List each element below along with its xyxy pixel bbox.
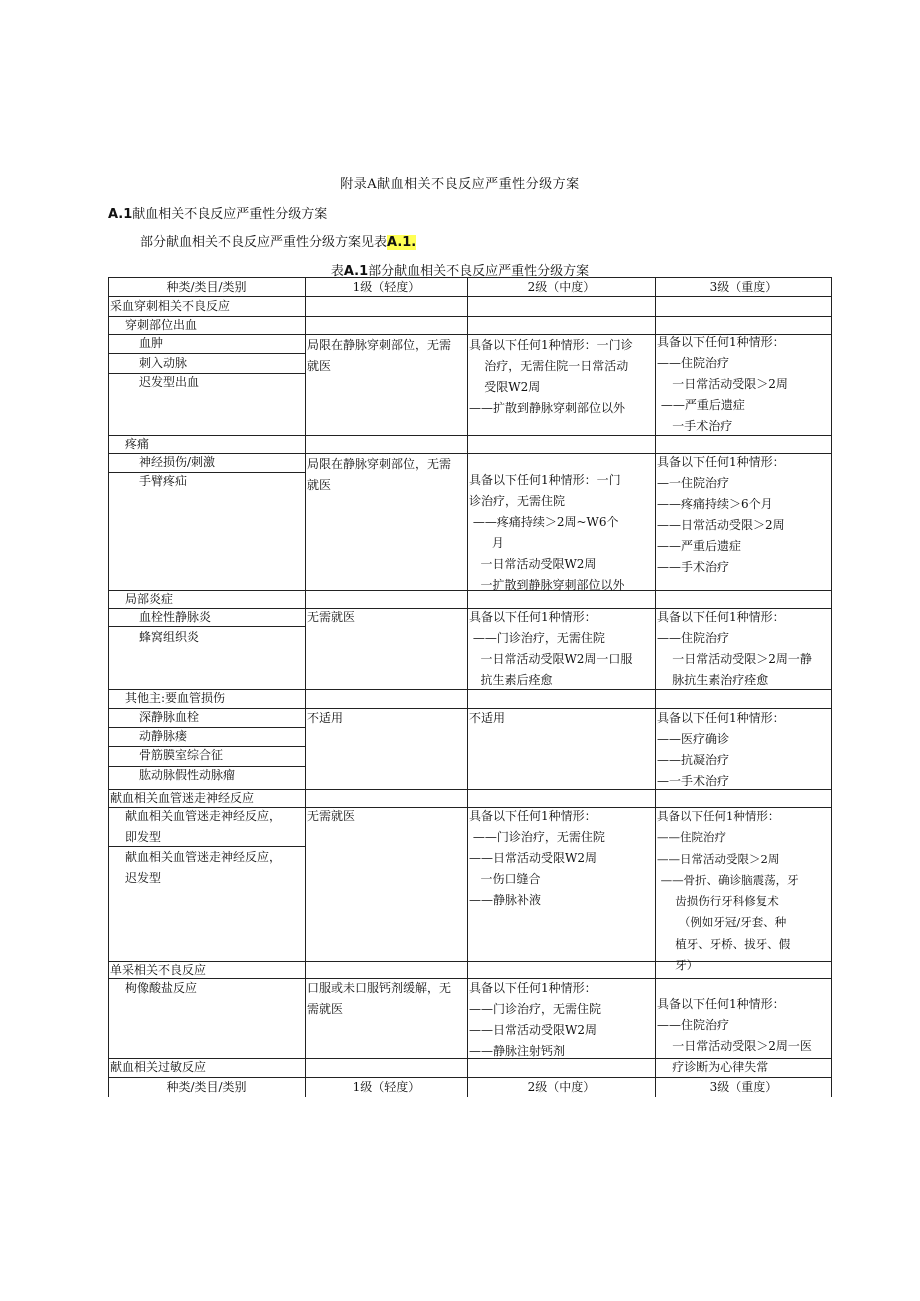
category-row-vasovagal: 献血相关血管迷走神经反应	[110, 791, 255, 805]
category-row-apheresis: 单采相关不良反应	[110, 963, 207, 977]
citrate-grade-1: 口服或未口服钙剂缓解，无 需就医	[307, 981, 452, 1016]
item-delayed-bleeding: 迟发型出血	[139, 375, 200, 389]
header-grade-1: 1级（轻度）	[352, 280, 421, 294]
item-arm-pain: 手臂疼疝	[139, 474, 188, 488]
repeat-header-grade-2: 2级（中度）	[527, 1080, 596, 1094]
vasovagal-grade-3: 具备以下任何1种情形： ——住院治疗 ——日常活动受限＞2周 ——骨折、确诊脑震荡，牙 齿损伤行牙科修复术 （例如牙冠/牙套、种 植牙、牙桥、拔牙、假 牙）	[657, 809, 799, 973]
repeat-header-grade-1: 1级（轻度）	[352, 1080, 421, 1094]
intro-text: 部分献血相关不良反应严重性分级方案见表	[140, 235, 388, 250]
item-cellulitis: 蜂窝组织炎	[139, 630, 200, 644]
item-compartment-syndrome: 骨筋膜室综合征	[139, 748, 224, 762]
header-grade-2: 2级（中度）	[527, 280, 596, 294]
inflammation-grade-1: 无需就医	[307, 610, 356, 624]
subcategory-puncture-bleeding: 穿刺部位出血	[125, 318, 198, 332]
vessel-grade-2: 不适用	[469, 711, 506, 725]
vasovagal-grade-1: 无需就医	[307, 809, 356, 823]
item-av-fistula: 动静脉瘘	[139, 729, 188, 743]
header-category: 种类/类目/类别	[166, 280, 247, 294]
item-arterial-puncture: 刺入动脉	[139, 356, 188, 370]
item-nerve-injury: 神经损伤/刺激	[139, 455, 216, 469]
inflammation-grade-2: 具备以下任何1种情形： ——门诊治疗，无需住院 一日常活动受限W2周一口服 抗生素后痊愈	[469, 610, 633, 687]
caption-text: 部分献血相关不良反应严重性分级方案	[368, 264, 590, 279]
item-citrate-reaction: 枸像酸盐反应	[125, 981, 198, 995]
severity-table	[108, 277, 832, 1097]
item-thrombophlebitis: 血栓性静脉炎	[139, 610, 212, 624]
vessel-grade-3: 具备以下任何1种情形： ——医疗确诊 ——抗凝治疗 —一手术治疗	[657, 711, 785, 788]
inflammation-grade-3: 具备以下任何1种情形： ——住院治疗 一日常活动受限＞2周一静 脉抗生素治疗痊愈	[657, 610, 812, 687]
category-row-venipuncture: 采血穿刺相关不良反应	[110, 299, 231, 313]
citrate-grade-2: 具备以下任何1种情形： ——门诊治疗，无需住院 ——日常活动受限W2周 ——静脉注射钙剂	[469, 981, 602, 1058]
repeat-header-grade-3: 3级（重度）	[709, 1080, 778, 1094]
table-reference-highlight: A.1.	[387, 235, 417, 250]
vessel-grade-1: 不适用	[307, 711, 344, 725]
header-grade-3: 3级（重度）	[709, 280, 778, 294]
section-heading	[108, 203, 327, 222]
section-number: A.1	[108, 207, 133, 222]
item-vasovagal-delayed: 献血相关血管迷走神经反应， 迟发型	[125, 850, 282, 885]
item-vasovagal-immediate: 献血相关血管迷走神经反应， 即发型	[125, 809, 282, 844]
item-hematoma: 血肿	[139, 336, 164, 350]
bleeding-grade-3: 具备以下任何1种情形： ——住院治疗 一日常活动受限＞2周 ——严重后遗症 一手术治疗	[657, 335, 788, 433]
bleeding-grade-2: 具备以下任何1种情形：一门诊 治疗，无需住院一日常活动 受限W2周 ——扩散到静脉穿刺部位以外	[469, 338, 633, 415]
item-brachial-pseudoaneurysm: 肱动脉假性动脉瘤	[139, 768, 236, 782]
section-title: 献血相关不良反应严重性分级方案	[132, 207, 328, 222]
subcategory-local-inflammation: 局部炎症	[125, 592, 174, 606]
pain-grade-3: 具备以下任何1种情形： —一住院治疗 ——疼痛持续＞6个月 ——日常活动受限＞2周 ——严重后遗症 ——手术治疗	[657, 455, 785, 574]
item-dvt: 深静脉血栓	[139, 710, 200, 724]
vasovagal-grade-2: 具备以下任何1种情形： ——门诊治疗，无需住院 ——日常活动受限W2周 一伤口缝合 ——静脉补液	[469, 809, 605, 907]
pain-grade-2: 具备以下任何1种情形：一门 诊治疗，无需住院 ——疼痛持续＞2周~W6个 月 一日常活动受限W2周 一扩散到静脉穿刺部位以外	[469, 473, 625, 592]
caption-prefix: 表	[330, 264, 344, 279]
repeat-header-category: 种类/类目/类别	[166, 1080, 247, 1094]
intro-paragraph	[140, 231, 416, 250]
category-row-allergic: 献血相关过敏反应	[110, 1060, 207, 1074]
citrate-grade-3: 具备以下任何1种情形： ——住院治疗 一日常活动受限＞2周一医 疗诊断为心律失常	[657, 997, 812, 1074]
pain-grade-1: 局限在静脉穿刺部位，无需 就医	[307, 457, 452, 492]
subcategory-major-vessel-injury: 其他主:要血管损伤	[125, 691, 226, 705]
appendix-title: 附录A献血相关不良反应严重性分级方案	[340, 177, 580, 192]
subcategory-pain: 疼痛	[125, 437, 150, 451]
bleeding-grade-1: 局限在静脉穿刺部位，无需 就医	[307, 338, 452, 373]
caption-number: A.1	[343, 264, 369, 279]
